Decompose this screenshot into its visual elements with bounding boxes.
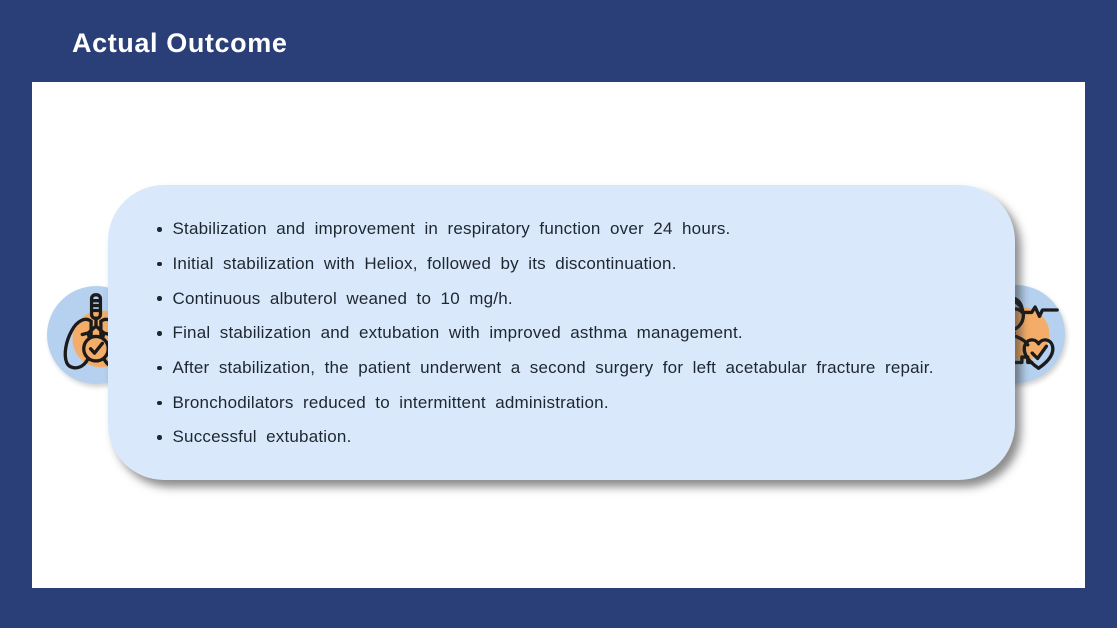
list-item (108, 212, 1015, 247)
list-item (108, 385, 1015, 420)
bullet-dot-icon (157, 296, 162, 301)
list-item (108, 420, 1015, 455)
bullet-text: Stabilization and improvement in respiratory function over 24 hours. (172, 219, 731, 239)
bullet-dot-icon (157, 366, 162, 371)
bullet-list (108, 212, 1015, 455)
bullet-text: Successful extubation. (172, 427, 352, 447)
bullet-text: Initial stabilization with Heliox, followed by its discontinuation. (172, 254, 677, 274)
content-area (32, 82, 1085, 588)
bullet-text: After stabilization, the patient underwent a second surgery for left acetabular fracture repair. (172, 358, 934, 378)
page-title: Actual Outcome (72, 28, 288, 58)
list-item (108, 281, 1015, 316)
bullet-dot-icon (157, 227, 162, 232)
bullet-dot-icon (157, 435, 162, 440)
list-item (108, 247, 1015, 282)
bullet-dot-icon (157, 331, 162, 336)
bullet-text: Continuous albuterol weaned to 10 mg/h. (172, 288, 513, 308)
bullet-dot-icon (157, 262, 162, 267)
bullet-text: Bronchodilators reduced to intermittent administration. (172, 392, 609, 412)
bullet-text: Final stabilization and extubation with improved asthma management. (172, 323, 743, 343)
list-item (108, 351, 1015, 386)
list-item (108, 316, 1015, 351)
outcome-card (108, 185, 1015, 480)
bullet-dot-icon (157, 401, 162, 406)
